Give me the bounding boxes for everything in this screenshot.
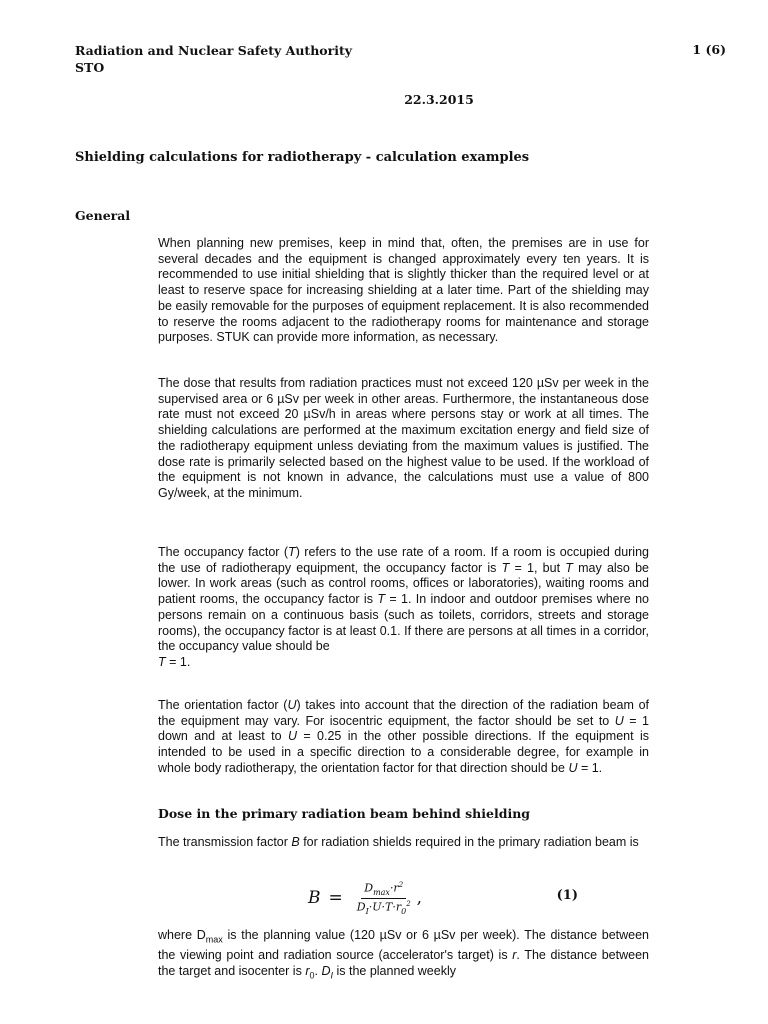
paragraph-dose-limits: The dose that results from radiation practices must not exceed 120 µSv per week in the supervised area or 6 µSv per week in other areas. Furthermore, the instantaneous dose rate must not exceed 20 µSv/h in areas where persons stay or work at all times. The shielding calculations are performed at the maximum excitation energy and field size of the radiotherapy equipment unless deviating from the maximum values is justified. The dose rate is primarily selected based on the highest value to be used. If the workload of the equipment is not known in advance, the calculations must use a value of 800 Gy/week, at the minimum. <box>158 376 649 500</box>
header-organization <box>75 42 352 76</box>
document-title: Shielding calculations for radiotherapy - calculation examples <box>75 150 530 165</box>
section-heading-general: General <box>75 208 131 223</box>
paragraph-transmission-factor: The transmission factor B for radiation shields required in the primary radiation beam is <box>158 835 639 849</box>
org-name: Radiation and Nuclear Safety Authority <box>75 43 353 58</box>
page-number: 1 (6) <box>692 42 726 57</box>
document-date: 22.3.2015 <box>404 92 474 107</box>
paragraph-variables: where $D_{max}$ is the planning value (120 µSv or 6 µSv per week). The distance between the viewing point and radiation source (accelerator's target) is r. The distance between the target and isocenter is $r_0$. $D_I$ is the planned weekly <box>158 928 650 981</box>
section-heading-primary-beam: Dose in the primary radiation beam behind shielding <box>158 806 531 821</box>
equation-formula: B = $\frac{D_{max}\cdot r^2}{D_I\cdot U\cdot T\cdot r_0^2}$ , <box>308 880 423 916</box>
unit-code: STO <box>75 60 105 75</box>
paragraph-occupancy-factor: The occupancy factor (T) refers to the use rate of a room. If a room is occupied during the use of radiotherapy equipment, the occupancy factor is T = 1, but T may also be lower. In work areas (such as control rooms, offices or laboratories), waiting rooms and patient rooms, the occupancy factor is T = 1. In indoor and outdoor premises where no persons remain on a continuous basis (such as toilets, corridors, streets and storage rooms), the occupancy factor is at least 0.1. If there are persons at all times in a corridor, the occupancy value should be T = 1. <box>158 545 650 669</box>
paragraph-planning: When planning new premises, keep in mind that, often, the premises are in use for several decades and the equipment is changed approximately every ten years. It is recommended to use initial shielding that is slightly thicker than the required level or at least to reserve space for increasing shielding at a later time. Part of the shielding may be easily removable for the purposes of equipment replacement. It is also recommended to reserve the rooms adjacent to the radiotherapy rooms for maintenance and storage purposes. STUK can provide more information, as necessary. <box>158 236 649 345</box>
equation-transmission <box>158 876 578 920</box>
equation-number: (1) <box>556 888 578 903</box>
paragraph-orientation-factor: The orientation factor (U) takes into account that the direction of the radiation beam of the equipment may vary. For isocentric equipment, the factor should be set to U = 1 down and at least to U = 0.25 in the other possible directions. If the equipment is intended to be used in a specific direction to a considerable degree, for example in whole body radiotherapy, the orientation factor for that direction should be U = 1. <box>158 698 650 775</box>
